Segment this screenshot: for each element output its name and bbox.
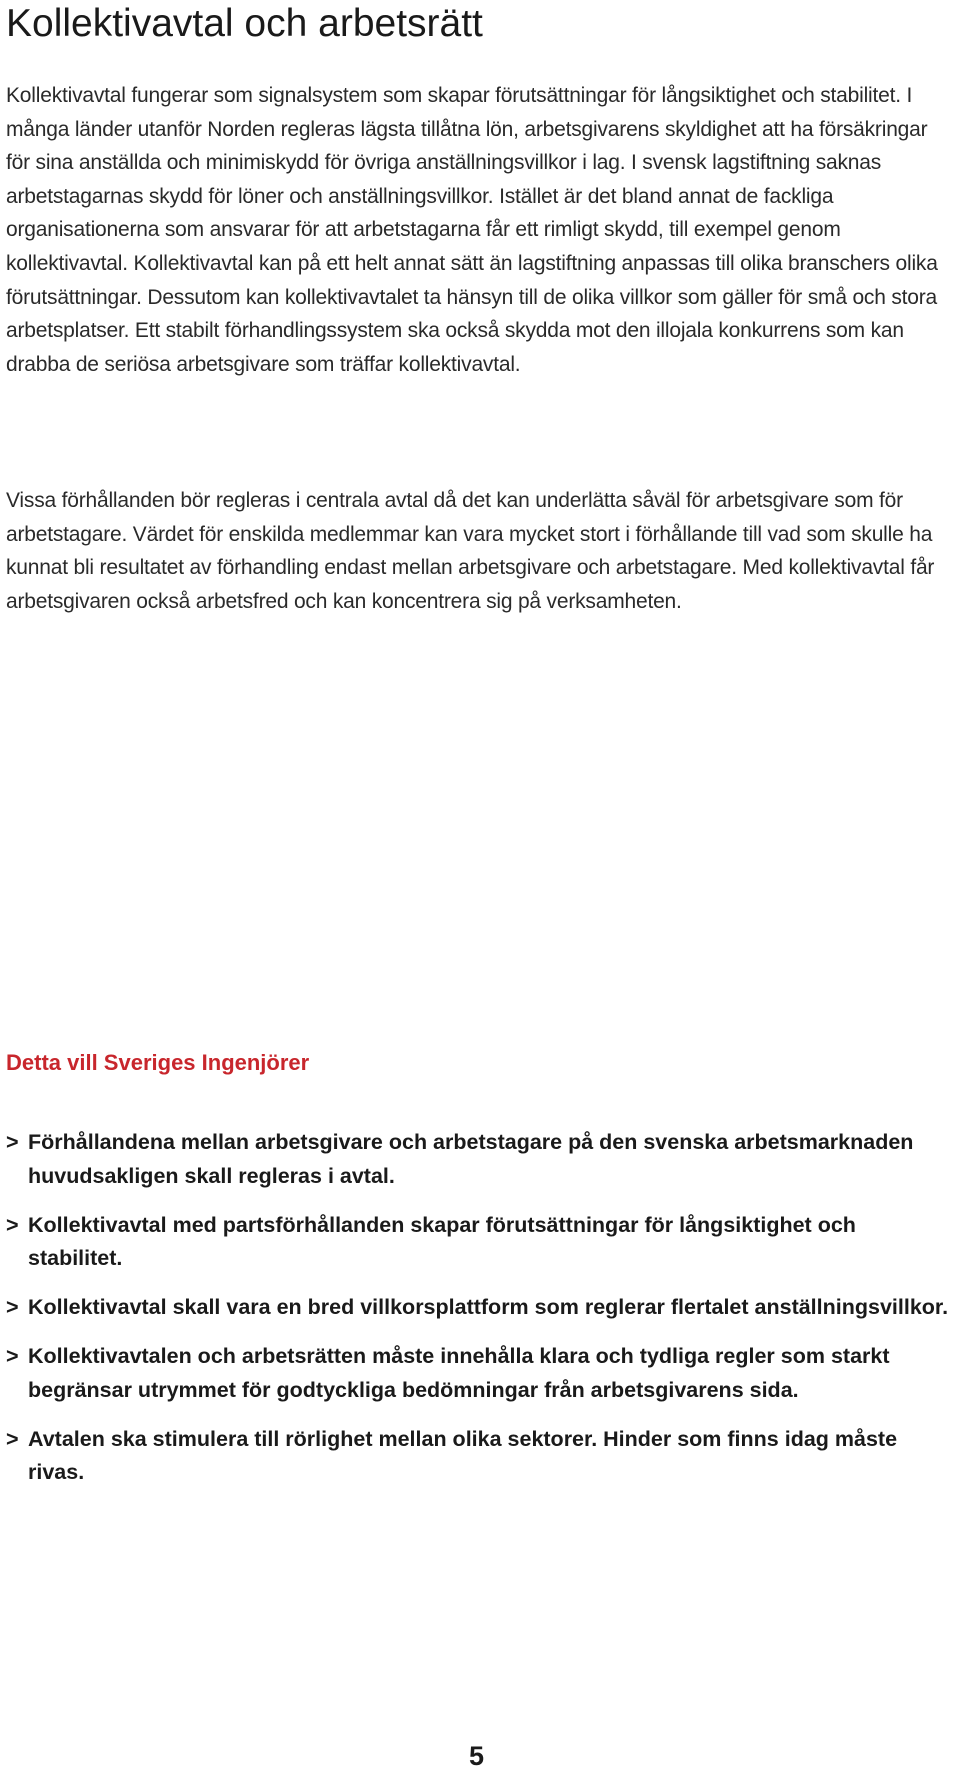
section-heading: Detta vill Sveriges Ingenjörer [6, 1050, 310, 1075]
list-item-text: Kollektivavtal med partsförhållanden skapar förutsättningar för långsiktighet och stabilitet. [28, 1212, 856, 1270]
list-item [6, 1209, 951, 1276]
list-item [6, 1340, 951, 1407]
page-title: Kollektivavtal och arbetsrätt [6, 2, 483, 45]
page-number: 5 [469, 1741, 485, 1771]
demands-list [6, 1126, 951, 1505]
body-paragraph: Vissa förhållanden bör regleras i centrala avtal då det kan underlätta såväl för arbetsgivare som för arbetstagare. Värdet för enskilda medlemmar kan vara mycket stort i förhållande till vad som skulle ha kunnat bli resultatet av förhandling endast mellan arbetsgivare och arbetstagare. Med kollektivavtal får arbetsgivaren också arbetsfred och kan koncentrera sig på verksamheten. [6, 489, 935, 613]
list-marker: > [6, 1212, 19, 1237]
list-marker: > [6, 1344, 19, 1368]
list-marker: > [6, 1130, 19, 1154]
list-marker: > [6, 1295, 19, 1319]
list-item [6, 1126, 951, 1193]
list-item [6, 1423, 951, 1490]
list-item [6, 1291, 951, 1325]
list-item-text: Kollektivavtal skall vara en bred villkorsplattform som reglerar flertalet anställningsvillkor. [28, 1295, 949, 1319]
list-marker: > [6, 1426, 19, 1451]
body-paragraph: Kollektivavtal fungerar som signalsystem som skapar förutsättningar för långsiktighet och stabilitet. I många länder utanför Norden regleras lägsta tillåtna lön, arbetsgivarens skyldighet att ha försäkringar för sina anställda och minimiskydd för övriga anställningsvillkor i lag. I svensk lagstiftning saknas arbetstagarnas skydd för löner och anställningsvillkor. Istället är det bland annat de fackliga organisationerna som ansvarar för att arbetstagarna får ett rimligt skydd, till exempel genom kollektivavtal. Kollektivavtal kan på ett helt annat sätt än lagstiftning anpassas till olika branschers olika förutsättningar. Dessutom kan kollektivavtalet ta hänsyn till de olika villkor som gäller för små och stora arbetsplatser. Ett stabilt förhandlingssystem ska också skydda mot den illojala konkurrens som kan drabba de seriösa arbetsgivare som träffar kollektivavtal. [6, 84, 938, 376]
list-item-text: Kollektivavtalen och arbetsrätten måste innehålla klara och tydliga regler som starkt begränsar utrymmet för godtyckliga bedömningar från arbetsgivarens sida. [28, 1344, 890, 1402]
list-item-text: Förhållandena mellan arbetsgivare och arbetstagare på den svenska arbetsmarknaden huvudsakligen skall regleras i avtal. [28, 1130, 914, 1188]
list-item-text: Avtalen ska stimulera till rörlighet mellan olika sektorer. Hinder som finns idag måste rivas. [28, 1426, 898, 1484]
